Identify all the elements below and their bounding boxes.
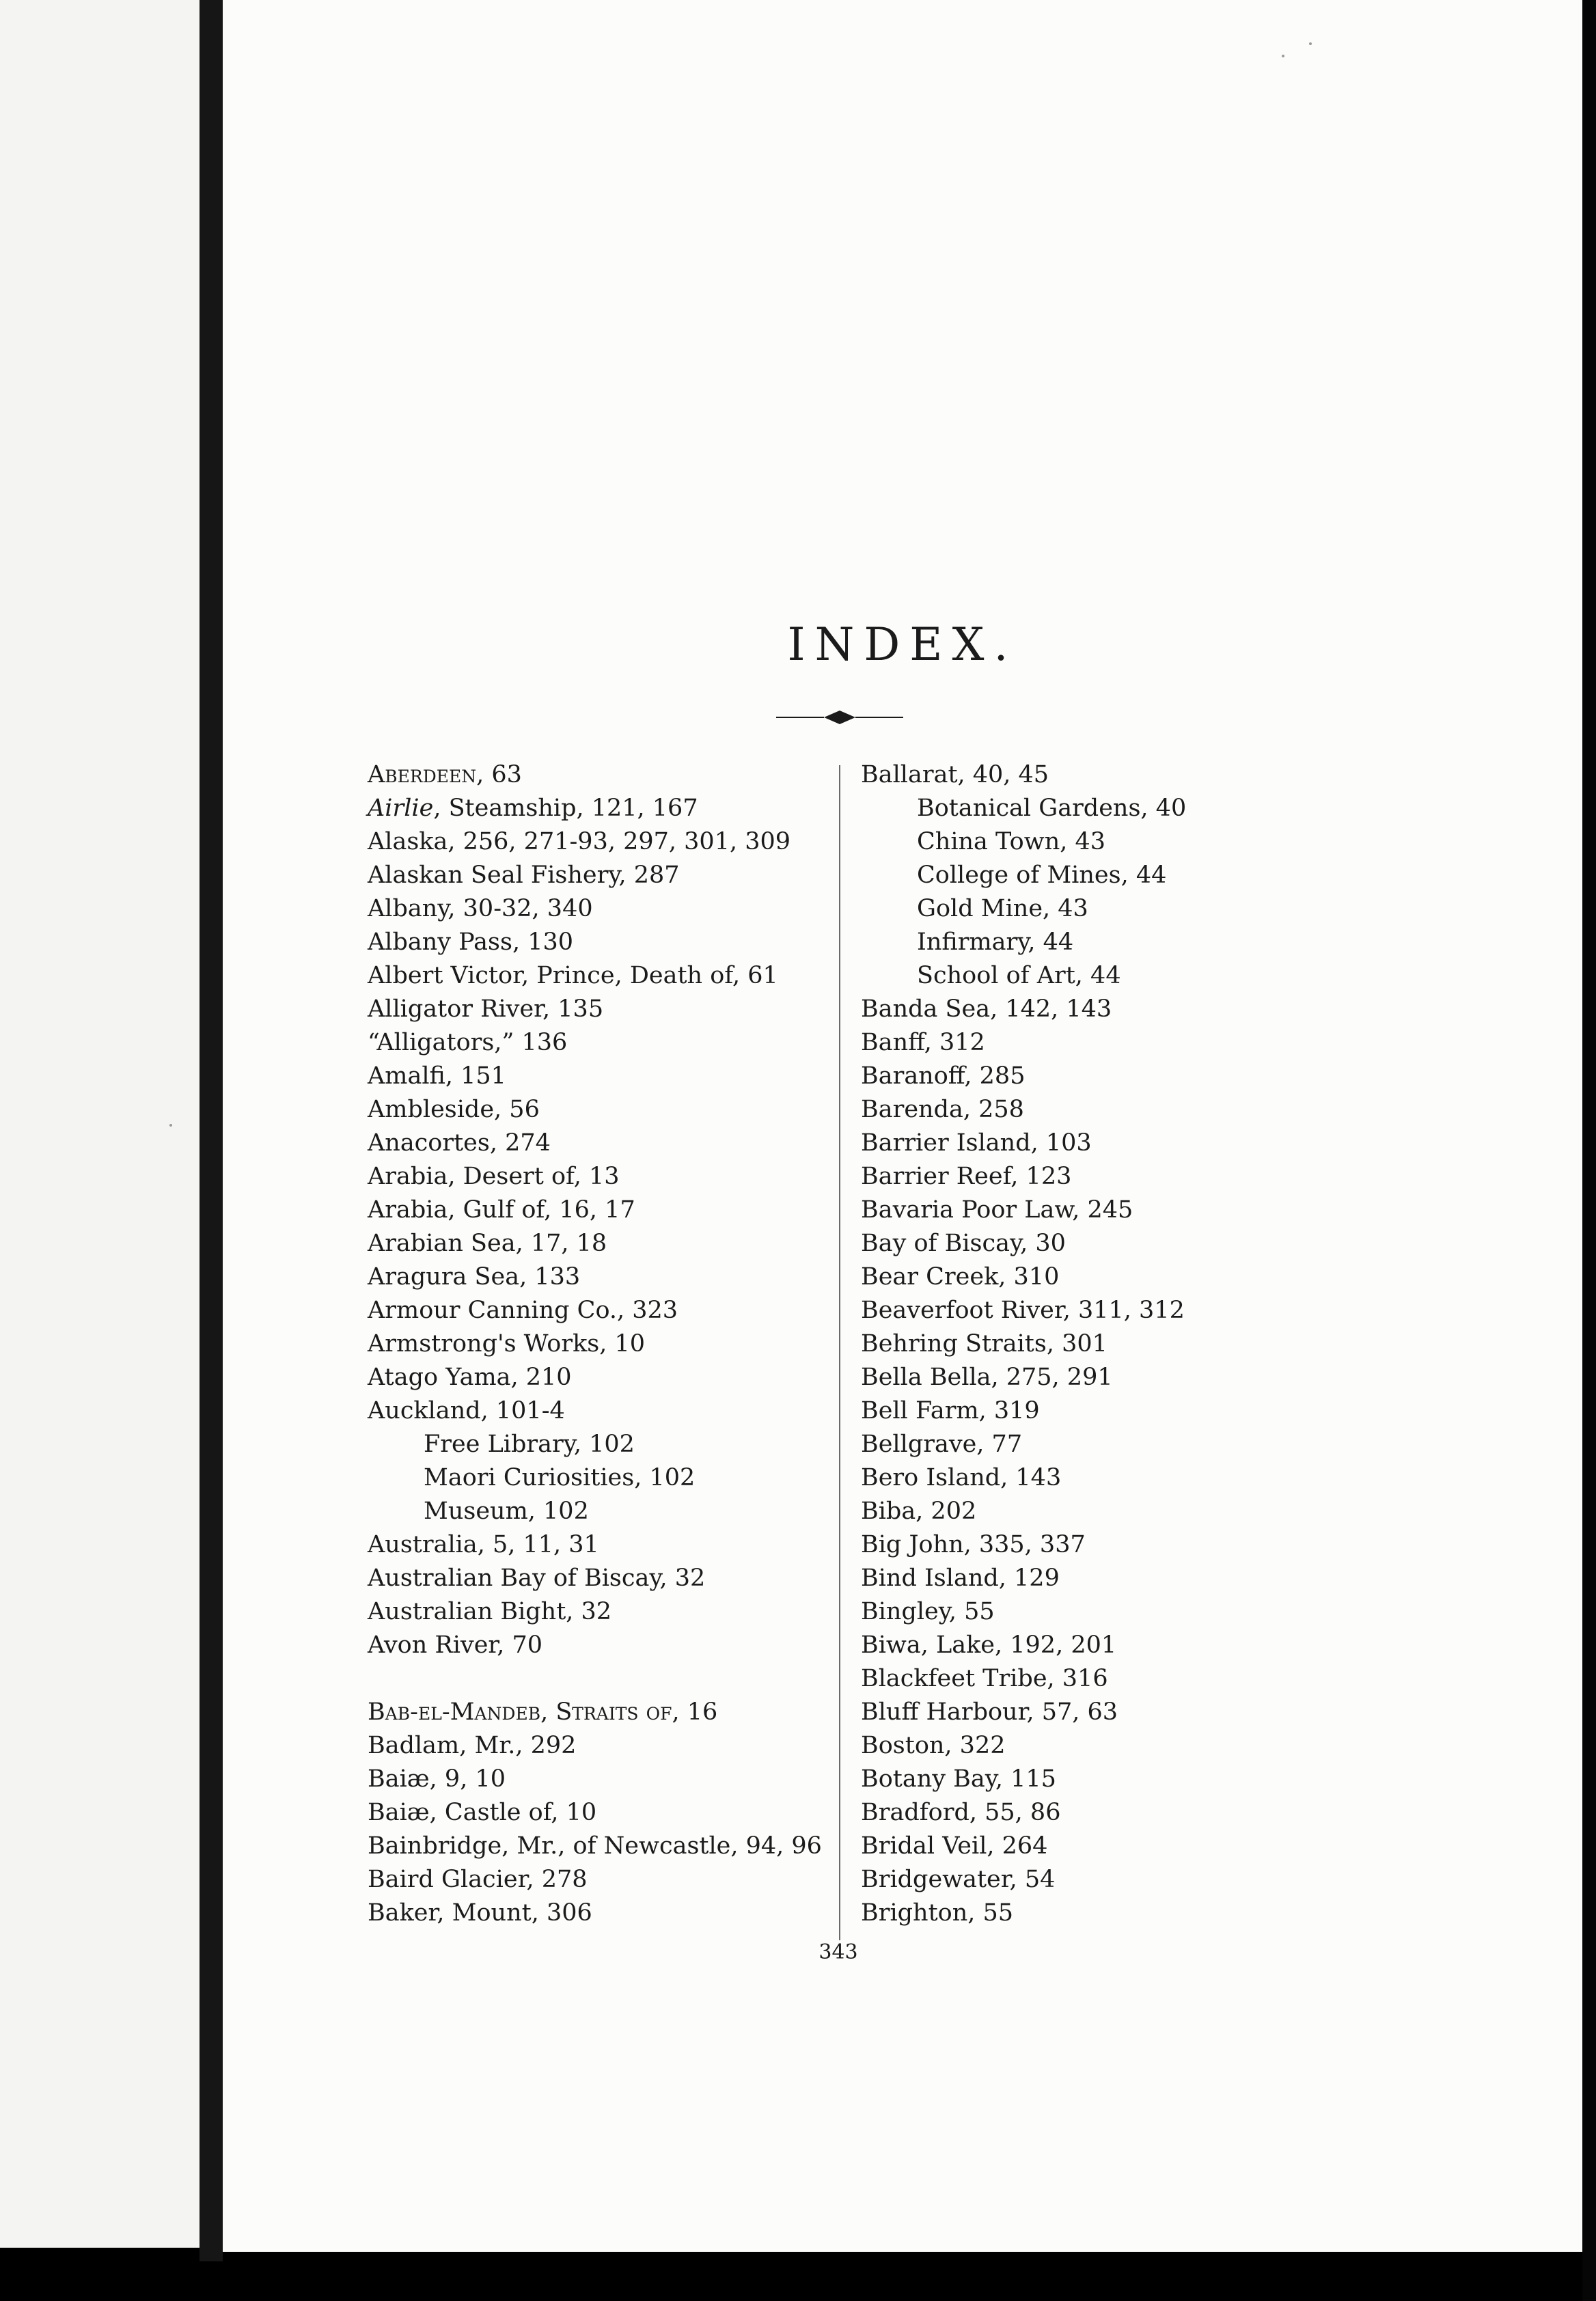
- index-entry-term: Albert Victor, Prince, Death of, 61: [368, 962, 778, 989]
- index-entry: [861, 1361, 1353, 1394]
- paper-speck: [1282, 55, 1284, 57]
- index-entry-term: Arabia, Desert of, 13: [368, 1163, 620, 1190]
- index-entry-term: Baird Glacier, 278: [368, 1866, 588, 1893]
- index-entry: [368, 792, 846, 825]
- index-entry-term: Bainbridge, Mr., of Newcastle, 94, 96: [368, 1832, 822, 1860]
- index-entry: [861, 758, 1353, 792]
- index-entry-term: Airlie: [368, 795, 434, 822]
- index-entry: [368, 1796, 846, 1830]
- index-entry: [368, 1127, 846, 1160]
- index-entry-term: Bab-el-Mandeb, Straits of: [368, 1698, 672, 1726]
- index-entry-term: Baiæ, Castle of, 10: [368, 1799, 597, 1826]
- index-entry: [861, 1327, 1353, 1361]
- index-entry-term: “Alligators,” 136: [368, 1029, 568, 1056]
- index-entry: [861, 1863, 1353, 1897]
- index-entry: [861, 1763, 1353, 1796]
- index-entry-term: Baker, Mount, 306: [368, 1899, 592, 1927]
- index-entry-term: Maori Curiosities, 102: [424, 1464, 696, 1491]
- index-entry: [861, 1830, 1353, 1863]
- page-number: 343: [818, 1940, 858, 1964]
- index-entry: [368, 1897, 846, 1930]
- index-entry-term: Bind Island, 129: [861, 1565, 1060, 1592]
- index-entry-term: Bridgewater, 54: [861, 1866, 1056, 1893]
- index-subentry: [368, 1495, 846, 1528]
- index-entry: [861, 1394, 1353, 1428]
- index-entry: [368, 859, 846, 892]
- index-entry-term: Biwa, Lake, 192, 201: [861, 1631, 1117, 1659]
- index-entry-term: Brighton, 55: [861, 1899, 1014, 1927]
- index-entry-term: Bellgrave, 77: [861, 1431, 1023, 1458]
- index-column-right: [861, 758, 1353, 1930]
- index-entry-term: Boston, 322: [861, 1732, 1006, 1759]
- index-entry-term: China Town, 43: [917, 828, 1106, 855]
- index-entry-term: Beaverfoot River, 311, 312: [861, 1297, 1185, 1324]
- index-entry-term: Atago Yama, 210: [368, 1364, 572, 1391]
- index-entry-term: Museum, 102: [424, 1498, 589, 1525]
- index-entry: [368, 1194, 846, 1227]
- index-entry: [368, 1696, 846, 1729]
- index-entry: [861, 1260, 1353, 1294]
- index-entry-term: Bridal Veil, 264: [861, 1832, 1048, 1860]
- index-entry-term: Barrier Reef, 123: [861, 1163, 1072, 1190]
- index-subentry: [368, 1428, 846, 1461]
- index-entry-term: Armour Canning Co., 323: [368, 1297, 678, 1324]
- index-entry: [368, 1729, 846, 1763]
- column-divider: [839, 765, 840, 1940]
- index-subentry: [861, 892, 1353, 926]
- index-entry-term: Alligator River, 135: [368, 995, 604, 1023]
- index-entry-term: Arabian Sea, 17, 18: [368, 1230, 607, 1257]
- index-entry: [861, 1729, 1353, 1763]
- index-entry: [861, 1127, 1353, 1160]
- index-entry: [368, 959, 846, 993]
- index-entry-term: Bingley, 55: [861, 1598, 995, 1625]
- index-entry: [368, 1060, 846, 1093]
- book-gutter: [200, 0, 223, 2261]
- index-entry-term: Gold Mine, 43: [917, 895, 1088, 922]
- index-entry: [368, 1629, 846, 1662]
- index-entry: [861, 1026, 1353, 1060]
- paper-speck: [169, 1124, 172, 1127]
- index-entry-pages: , Steamship, 121, 167: [433, 795, 698, 822]
- index-entry: [368, 1327, 846, 1361]
- index-subentry: [861, 926, 1353, 959]
- index-entry-term: School of Art, 44: [917, 962, 1121, 989]
- index-gap: [368, 1662, 846, 1696]
- index-entry-term: Bradford, 55, 86: [861, 1799, 1061, 1826]
- index-entry-pages: , 63: [476, 761, 522, 788]
- index-subentry: [861, 825, 1353, 859]
- index-entry: [368, 825, 846, 859]
- index-entry-term: Botany Bay, 115: [861, 1765, 1056, 1793]
- index-entry-term: Free Library, 102: [424, 1431, 635, 1458]
- index-entry-term: Albany, 30-32, 340: [368, 895, 593, 922]
- index-subentry: [368, 1461, 846, 1495]
- index-entry-term: Australian Bay of Biscay, 32: [368, 1565, 706, 1592]
- index-entry: [368, 1528, 846, 1562]
- index-entry-term: Barrier Island, 103: [861, 1129, 1092, 1157]
- index-entry: [368, 1863, 846, 1897]
- index-entry-term: Blackfeet Tribe, 316: [861, 1665, 1108, 1692]
- index-entry-term: Arabia, Gulf of, 16, 17: [368, 1196, 635, 1224]
- index-entry-term: Alaska, 256, 271-93, 297, 301, 309: [368, 828, 791, 855]
- index-entry-term: Banda Sea, 142, 143: [861, 995, 1112, 1023]
- index-entry: [861, 1796, 1353, 1830]
- index-entry: [861, 1897, 1353, 1930]
- index-entry-term: Australia, 5, 11, 31: [368, 1531, 599, 1558]
- index-entry-term: Amalfi, 151: [368, 1062, 506, 1090]
- index-entry: [861, 1662, 1353, 1696]
- index-entry: [368, 758, 846, 792]
- page-title: INDEX.: [787, 618, 1018, 671]
- index-entry: [861, 1428, 1353, 1461]
- index-entry-term: Anacortes, 274: [368, 1129, 551, 1157]
- index-entry-term: Armstrong's Works, 10: [368, 1330, 646, 1358]
- index-entry-term: Aberdeen: [368, 761, 477, 788]
- index-entry: [861, 1562, 1353, 1595]
- index-entry-term: Auckland, 101-4: [368, 1397, 565, 1424]
- index-entry: [368, 1026, 846, 1060]
- index-entry-term: Bell Farm, 319: [861, 1397, 1040, 1424]
- index-entry: [368, 1227, 846, 1260]
- index-entry-term: Biba, 202: [861, 1498, 977, 1525]
- index-entry: [368, 892, 846, 926]
- index-entry: [861, 1696, 1353, 1729]
- paper-speck: [1309, 42, 1312, 45]
- index-entry: [861, 1495, 1353, 1528]
- index-entry-term: Ambleside, 56: [368, 1096, 540, 1123]
- index-entry-term: Banff, 312: [861, 1029, 985, 1056]
- index-entry-term: Australian Bight, 32: [368, 1598, 612, 1625]
- index-subentry: [861, 792, 1353, 825]
- index-entry: [368, 926, 846, 959]
- index-entry-term: Bavaria Poor Law, 245: [861, 1196, 1133, 1224]
- index-entry-term: Bluff Harbour, 57, 63: [861, 1698, 1118, 1726]
- index-entry-term: Barenda, 258: [861, 1096, 1024, 1123]
- index-entry: [861, 1093, 1353, 1127]
- index-entry: [368, 1260, 846, 1294]
- title-ornament-divider: [776, 708, 903, 727]
- index-entry-term: Botanical Gardens, 40: [917, 795, 1187, 822]
- scan-edge: [1582, 0, 1596, 2301]
- index-entry: [861, 1194, 1353, 1227]
- index-entry-term: Infirmary, 44: [917, 928, 1074, 956]
- index-entry-term: Behring Straits, 301: [861, 1330, 1107, 1358]
- index-entry-term: Albany Pass, 130: [368, 928, 574, 956]
- index-entry-term: Badlam, Mr., 292: [368, 1732, 577, 1759]
- index-subentry: [861, 859, 1353, 892]
- index-entry-term: Bear Creek, 310: [861, 1263, 1060, 1291]
- index-entry-term: Alaskan Seal Fishery, 287: [368, 862, 680, 889]
- index-entry: [861, 1160, 1353, 1194]
- index-subentry: [861, 959, 1353, 993]
- index-entry: [861, 1629, 1353, 1662]
- index-entry-term: Bay of Biscay, 30: [861, 1230, 1066, 1257]
- index-entry-term: Big John, 335, 337: [861, 1531, 1086, 1558]
- index-entry-term: Bella Bella, 275, 291: [861, 1364, 1113, 1391]
- index-entry: [368, 1763, 846, 1796]
- index-entry-term: Ballarat, 40, 45: [861, 761, 1049, 788]
- index-entry: [861, 993, 1353, 1026]
- index-entry-pages: , 16: [672, 1698, 718, 1726]
- index-entry-term: Baiæ, 9, 10: [368, 1765, 506, 1793]
- index-entry: [368, 1093, 846, 1127]
- index-entry: [861, 1528, 1353, 1562]
- index-entry: [368, 1830, 846, 1863]
- index-entry-term: Baranoff, 285: [861, 1062, 1026, 1090]
- index-entry-term: Avon River, 70: [368, 1631, 543, 1659]
- index-entry: [368, 993, 846, 1026]
- index-entry: [861, 1595, 1353, 1629]
- index-entry: [368, 1595, 846, 1629]
- index-entry: [368, 1294, 846, 1327]
- index-entry: [861, 1461, 1353, 1495]
- index-entry: [368, 1562, 846, 1595]
- index-entry-term: College of Mines, 44: [917, 862, 1167, 889]
- index-entry: [861, 1060, 1353, 1093]
- index-entry-term: Bero Island, 143: [861, 1464, 1062, 1491]
- index-entry: [861, 1294, 1353, 1327]
- index-entry: [368, 1160, 846, 1194]
- index-column-left: [368, 758, 846, 1930]
- index-entry-term: Aragura Sea, 133: [368, 1263, 581, 1291]
- index-entry: [368, 1361, 846, 1394]
- index-entry: [861, 1227, 1353, 1260]
- index-page: [223, 0, 1582, 2252]
- index-entry: [368, 1394, 846, 1428]
